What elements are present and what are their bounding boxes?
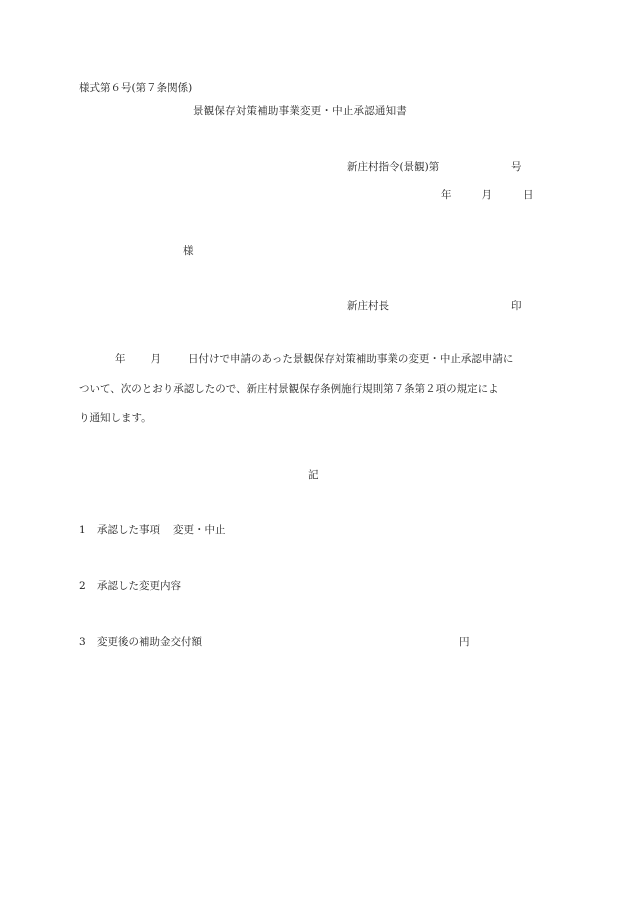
body-month: 月 <box>150 353 161 365</box>
issuer-name: 新庄村長 <box>347 300 389 312</box>
body-line-1-rest: 日付けで申請のあった景観保存対策補助事業の変更・中止承認申請に <box>188 353 514 365</box>
issue-date <box>441 190 534 201</box>
form-label: 様式第６号(第７条関係) <box>79 82 193 94</box>
item-label: 承認した変更内容 <box>97 580 181 592</box>
yen-unit: 円 <box>459 636 470 648</box>
reference-number-suffix: 号 <box>511 161 522 173</box>
item-label: 変更後の補助金交付額 <box>97 636 202 648</box>
item-number: 1 <box>79 524 86 536</box>
item-value: 変更・中止 <box>173 524 226 536</box>
body-text-line-1 <box>115 354 513 365</box>
item-number: 2 <box>79 580 86 592</box>
item-approved-matter <box>79 525 226 536</box>
reference-number-prefix: 新庄村指令(景観)第 <box>347 161 440 173</box>
body-text-line-3: り通知します。 <box>79 412 152 424</box>
body-year: 年 <box>115 353 126 365</box>
item-number: 3 <box>79 636 86 648</box>
item-approved-changes <box>79 581 181 592</box>
date-month: 月 <box>481 189 492 201</box>
item-label: 承認した事項 <box>97 524 160 536</box>
date-year: 年 <box>441 189 452 201</box>
document-title: 景観保存対策補助事業変更・中止承認通知書 <box>193 105 407 117</box>
item-subsidy-amount <box>79 637 202 648</box>
date-day: 日 <box>523 189 534 201</box>
addressee-honorific: 様 <box>183 245 194 257</box>
seal-mark: 印 <box>511 300 522 312</box>
ki-heading: 記 <box>308 469 319 481</box>
body-text-line-2: ついて、次のとおり承認したので、新庄村景観保存条例施行規則第７条第２項の規定によ <box>79 383 499 395</box>
